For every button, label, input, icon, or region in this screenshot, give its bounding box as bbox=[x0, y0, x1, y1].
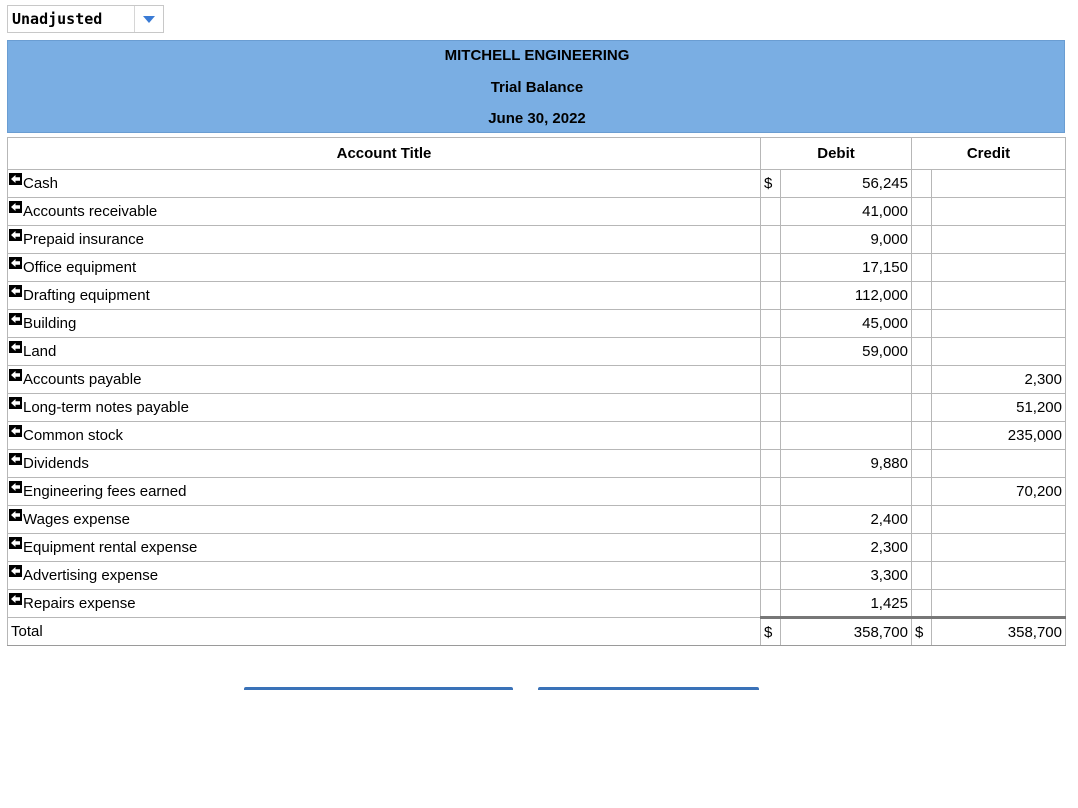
arrow-left-icon[interactable] bbox=[9, 397, 22, 409]
credit-amount: 70,200 bbox=[1016, 483, 1062, 500]
debit-currency-cell[interactable] bbox=[761, 338, 781, 366]
arrow-left-icon[interactable] bbox=[9, 593, 22, 605]
credit-currency-cell[interactable] bbox=[912, 450, 932, 478]
credit-currency-cell[interactable] bbox=[912, 590, 932, 618]
table-row bbox=[8, 422, 1066, 450]
table-row bbox=[8, 534, 1066, 562]
previous-button[interactable] bbox=[244, 687, 513, 690]
debit-amount: 9,880 bbox=[870, 455, 908, 472]
chevron-down-icon[interactable] bbox=[135, 16, 163, 23]
table-row bbox=[8, 366, 1066, 394]
debit-amount: 59,000 bbox=[862, 343, 908, 360]
total-debit-currency: $ bbox=[761, 618, 781, 646]
credit-amount-cell[interactable] bbox=[932, 282, 1066, 310]
account-cell[interactable] bbox=[8, 282, 761, 310]
debit-amount-cell[interactable] bbox=[781, 450, 912, 478]
table-row bbox=[8, 478, 1066, 506]
debit-amount: 112,000 bbox=[854, 287, 908, 304]
account-title: Common stock bbox=[23, 427, 124, 444]
credit-currency-cell[interactable] bbox=[912, 562, 932, 590]
table-row bbox=[8, 450, 1066, 478]
arrow-left-icon[interactable] bbox=[9, 509, 22, 521]
arrow-left-icon[interactable] bbox=[9, 201, 22, 213]
debit-amount-cell[interactable] bbox=[781, 310, 912, 338]
credit-amount-cell[interactable] bbox=[932, 562, 1066, 590]
credit-currency-cell[interactable] bbox=[912, 254, 932, 282]
debit-currency-cell[interactable] bbox=[761, 366, 781, 394]
account-title: Cash bbox=[23, 175, 59, 192]
credit-amount-cell[interactable] bbox=[932, 422, 1066, 450]
debit-header: Debit bbox=[761, 138, 912, 170]
table-header-row bbox=[8, 138, 1066, 170]
account-cell[interactable] bbox=[8, 310, 761, 338]
arrow-left-icon[interactable] bbox=[9, 173, 22, 185]
credit-amount-cell[interactable] bbox=[932, 310, 1066, 338]
account-title: Long-term notes payable bbox=[23, 399, 189, 416]
debit-amount-cell[interactable] bbox=[781, 282, 912, 310]
debit-currency-cell[interactable] bbox=[761, 226, 781, 254]
total-row bbox=[8, 618, 1066, 646]
debit-amount-cell[interactable] bbox=[781, 226, 912, 254]
arrow-left-icon[interactable] bbox=[9, 285, 22, 297]
credit-amount-cell[interactable] bbox=[932, 170, 1066, 198]
account-cell[interactable] bbox=[8, 338, 761, 366]
credit-currency-cell[interactable] bbox=[912, 338, 932, 366]
credit-currency-cell[interactable] bbox=[912, 394, 932, 422]
debit-currency-cell[interactable] bbox=[761, 534, 781, 562]
credit-amount: 2,300 bbox=[1024, 371, 1062, 388]
debit-amount-cell[interactable] bbox=[781, 338, 912, 366]
account-title: Advertising expense bbox=[23, 567, 159, 584]
arrow-left-icon[interactable] bbox=[9, 481, 22, 493]
account-cell[interactable] bbox=[8, 366, 761, 394]
view-select-value: Unadjusted bbox=[8, 6, 135, 32]
debit-amount: 41,000 bbox=[862, 203, 908, 220]
account-title: Engineering fees earned bbox=[23, 483, 187, 500]
credit-header: Credit bbox=[912, 138, 1066, 170]
credit-amount-cell[interactable] bbox=[932, 198, 1066, 226]
arrow-left-icon[interactable] bbox=[9, 229, 22, 241]
account-cell[interactable] bbox=[8, 198, 761, 226]
account-title: Office equipment bbox=[23, 259, 137, 276]
debit-currency-cell[interactable] bbox=[761, 422, 781, 450]
credit-currency-cell[interactable] bbox=[912, 366, 932, 394]
account-cell[interactable] bbox=[8, 478, 761, 506]
credit-amount: 235,000 bbox=[1007, 427, 1062, 444]
credit-currency-cell[interactable] bbox=[912, 170, 932, 198]
account-title-header: Account Title bbox=[8, 138, 761, 170]
table-row bbox=[8, 394, 1066, 422]
report-header bbox=[7, 40, 1065, 133]
total-credit-amount: 358,700 bbox=[932, 618, 1066, 646]
credit-amount-cell[interactable] bbox=[932, 590, 1066, 618]
currency-symbol: $ bbox=[764, 175, 773, 192]
account-title: Building bbox=[23, 315, 77, 332]
table-row bbox=[8, 254, 1066, 282]
credit-currency-cell[interactable] bbox=[912, 422, 932, 450]
arrow-left-icon[interactable] bbox=[9, 537, 22, 549]
credit-amount-cell[interactable] bbox=[932, 534, 1066, 562]
trial-balance-table bbox=[7, 137, 1066, 646]
credit-amount-cell[interactable] bbox=[932, 394, 1066, 422]
arrow-left-icon[interactable] bbox=[9, 341, 22, 353]
table-row bbox=[8, 226, 1066, 254]
credit-currency-cell[interactable] bbox=[912, 310, 932, 338]
account-title: Repairs expense bbox=[23, 595, 136, 612]
debit-amount: 3,300 bbox=[870, 567, 908, 584]
debit-currency-cell[interactable] bbox=[761, 450, 781, 478]
credit-currency-cell[interactable] bbox=[912, 226, 932, 254]
credit-amount-cell[interactable] bbox=[932, 450, 1066, 478]
arrow-left-icon[interactable] bbox=[9, 425, 22, 437]
credit-currency-cell[interactable] bbox=[912, 198, 932, 226]
credit-currency-cell[interactable] bbox=[912, 282, 932, 310]
account-title: Accounts receivable bbox=[23, 203, 158, 220]
trial-balance-view-select[interactable] bbox=[7, 5, 164, 33]
credit-currency-cell[interactable] bbox=[912, 478, 932, 506]
table-row bbox=[8, 506, 1066, 534]
table-row bbox=[8, 198, 1066, 226]
account-title: Equipment rental expense bbox=[23, 539, 198, 556]
credit-amount-cell[interactable] bbox=[932, 338, 1066, 366]
table-row bbox=[8, 338, 1066, 366]
account-title: Accounts payable bbox=[23, 371, 142, 388]
credit-amount: 51,200 bbox=[1016, 399, 1062, 416]
credit-amount-cell[interactable] bbox=[932, 478, 1066, 506]
report-date: June 30, 2022 bbox=[488, 110, 586, 127]
debit-currency-cell[interactable] bbox=[761, 506, 781, 534]
account-cell[interactable] bbox=[8, 254, 761, 282]
debit-amount-cell[interactable] bbox=[781, 506, 912, 534]
arrow-left-icon[interactable] bbox=[9, 565, 22, 577]
debit-amount: 2,400 bbox=[870, 511, 908, 528]
company-name: MITCHELL ENGINEERING bbox=[444, 47, 630, 64]
arrow-left-icon[interactable] bbox=[9, 453, 22, 465]
credit-currency-cell[interactable] bbox=[912, 534, 932, 562]
debit-currency-cell[interactable] bbox=[761, 282, 781, 310]
table-row bbox=[8, 562, 1066, 590]
account-cell[interactable] bbox=[8, 534, 761, 562]
debit-amount: 1,425 bbox=[870, 594, 908, 612]
account-title: Wages expense bbox=[23, 511, 131, 528]
debit-amount-cell[interactable] bbox=[781, 562, 912, 590]
table-row bbox=[8, 590, 1066, 618]
debit-currency-cell[interactable] bbox=[761, 394, 781, 422]
debit-amount-cell[interactable] bbox=[781, 534, 912, 562]
account-cell[interactable] bbox=[8, 450, 761, 478]
debit-currency-cell[interactable] bbox=[761, 478, 781, 506]
arrow-left-icon[interactable] bbox=[9, 313, 22, 325]
credit-amount-cell[interactable] bbox=[932, 506, 1066, 534]
account-title: Dividends bbox=[23, 455, 89, 472]
debit-amount-cell[interactable] bbox=[781, 422, 912, 450]
debit-amount-cell[interactable] bbox=[781, 478, 912, 506]
account-cell[interactable] bbox=[8, 562, 761, 590]
next-button[interactable] bbox=[538, 687, 759, 690]
table-row bbox=[8, 310, 1066, 338]
debit-amount-cell[interactable] bbox=[781, 590, 912, 618]
account-cell[interactable] bbox=[8, 590, 761, 618]
debit-amount-cell[interactable] bbox=[781, 170, 912, 198]
debit-currency-cell[interactable] bbox=[761, 590, 781, 618]
debit-currency-cell[interactable] bbox=[761, 310, 781, 338]
debit-amount: 9,000 bbox=[870, 231, 908, 248]
debit-amount: 17,150 bbox=[862, 259, 908, 276]
account-cell[interactable] bbox=[8, 226, 761, 254]
account-title: Prepaid insurance bbox=[23, 231, 144, 248]
debit-amount-cell[interactable] bbox=[781, 198, 912, 226]
credit-amount-cell[interactable] bbox=[932, 254, 1066, 282]
total-credit-currency: $ bbox=[912, 618, 932, 646]
table-row bbox=[8, 170, 1066, 198]
credit-currency-cell[interactable] bbox=[912, 506, 932, 534]
account-title: Drafting equipment bbox=[23, 287, 150, 304]
account-cell[interactable] bbox=[8, 170, 761, 198]
report-title: Trial Balance bbox=[490, 79, 584, 96]
debit-amount: 2,300 bbox=[870, 539, 908, 556]
total-debit-amount: 358,700 bbox=[781, 618, 912, 646]
table-row bbox=[8, 282, 1066, 310]
debit-currency-cell[interactable] bbox=[761, 198, 781, 226]
debit-currency-cell[interactable] bbox=[761, 170, 781, 198]
debit-currency-cell[interactable] bbox=[761, 562, 781, 590]
arrow-left-icon[interactable] bbox=[9, 369, 22, 381]
debit-amount: 45,000 bbox=[862, 315, 908, 332]
account-cell[interactable] bbox=[8, 422, 761, 450]
credit-amount-cell[interactable] bbox=[932, 226, 1066, 254]
debit-amount-cell[interactable] bbox=[781, 366, 912, 394]
debit-amount-cell[interactable] bbox=[781, 394, 912, 422]
arrow-left-icon[interactable] bbox=[9, 257, 22, 269]
account-title: Land bbox=[23, 343, 57, 360]
account-cell[interactable] bbox=[8, 506, 761, 534]
credit-amount-cell[interactable] bbox=[932, 366, 1066, 394]
total-label: Total bbox=[8, 618, 761, 646]
account-cell[interactable] bbox=[8, 394, 761, 422]
debit-currency-cell[interactable] bbox=[761, 254, 781, 282]
debit-amount: 56,245 bbox=[862, 175, 908, 192]
debit-amount-cell[interactable] bbox=[781, 254, 912, 282]
